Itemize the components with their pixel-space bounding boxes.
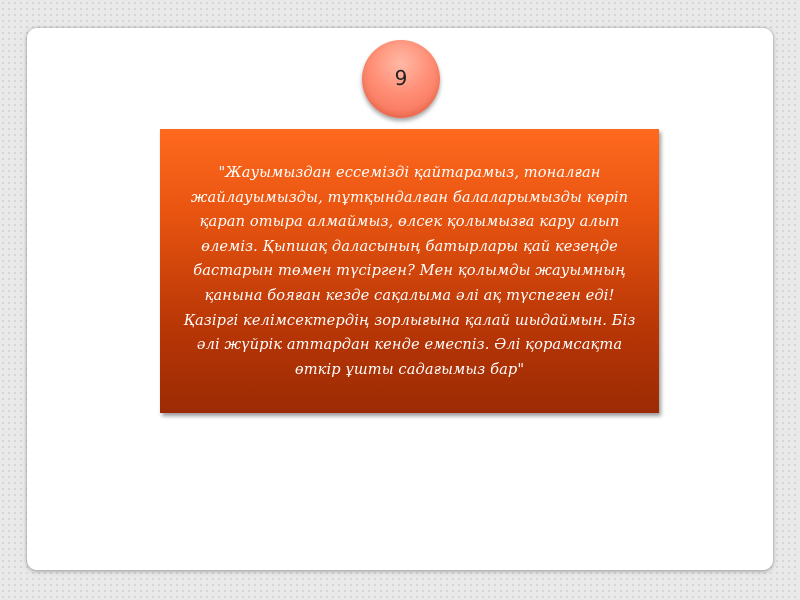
slide-number-badge: [362, 40, 440, 118]
quote-box: [160, 129, 659, 413]
slide-number: 9: [394, 65, 408, 90]
quote-text: "Жауымыздан ессемізді қайтарамыз, тоналған жайлауымызды, тұтқындалған балаларымызды көріп қарап отыра алмаймыз, өлсек қолымызға кару алып өлеміз. Қыпшақ даласының батырлары қай кезеңде бастарын төмен түсірген? Мен қолымды жауымның қанына бояған кезде сақалыма әлі ақ түспеген еді! Қазіргі келімсектердің зорлығына қалай шыдаймын. Біз әлі жүйрік аттардан кенде емеспіз. Әлі қорамсақта өткір ұшты садағымыз бар": [183, 164, 636, 378]
